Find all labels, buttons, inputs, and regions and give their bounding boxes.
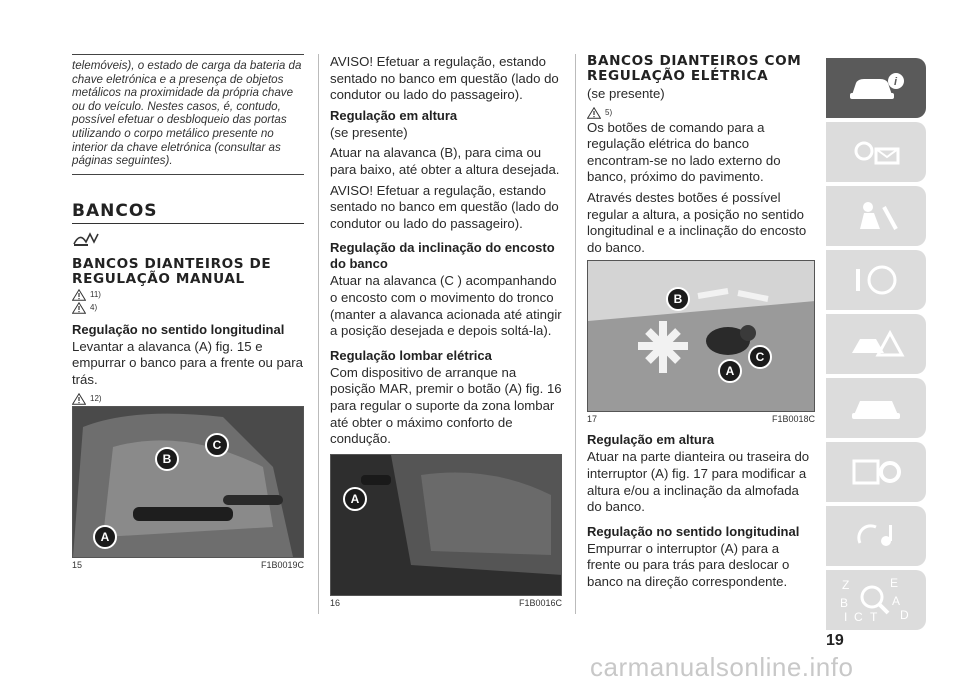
seat-belt-icon	[72, 230, 304, 253]
figure-16	[330, 454, 562, 596]
tab-technical-data[interactable]	[826, 442, 926, 502]
airbag-icon	[846, 199, 906, 233]
tab-emergency[interactable]	[826, 314, 926, 374]
note-text: (se presente)	[587, 86, 665, 101]
tab-safety[interactable]	[826, 186, 926, 246]
tab-warning-lights[interactable]	[826, 122, 926, 182]
warning-triangle-icon	[72, 289, 86, 301]
switch-photo	[588, 261, 815, 411]
marker-b: B	[155, 447, 179, 471]
column-divider	[318, 54, 319, 614]
warning-lights-icon	[846, 135, 906, 169]
watermark: carmanualsonline.info	[590, 652, 854, 682]
steering-wheel-icon	[846, 263, 906, 297]
column-3	[587, 54, 815, 595]
body-text: AVISO! Efetuar a regulação, estando sentado no banco em questão (lado do condutor ou lado do passageiro).	[330, 54, 559, 103]
figure-caption	[587, 414, 815, 424]
seat-photo	[331, 455, 562, 595]
warning-ref-1	[72, 289, 304, 301]
body-text: Atuar na parte dianteira ou traseira do interruptor (A) fig. 17 para modificar a altura e/ou a inclinação da almofada do banco.	[587, 449, 810, 515]
warning-ref-1	[587, 107, 815, 119]
figure-number: 17	[587, 414, 598, 425]
marker-c: C	[205, 433, 229, 457]
warning-ref-label: 12)	[90, 393, 102, 403]
marker-b: B	[666, 287, 690, 311]
body-text: Os botões de comando para a regulação elétrica do banco encontram-se no lado externo do banco, próximo do pavimento.	[587, 119, 781, 185]
warning-ref-3	[72, 393, 304, 405]
subheading-longitudinal: Regulação no sentido longitudinal	[587, 523, 800, 539]
tab-maintenance[interactable]	[826, 378, 926, 438]
figure-15	[72, 406, 304, 558]
subheading-height: Regulação em altura	[587, 432, 715, 448]
chapter-tabs	[826, 58, 926, 634]
figure-code: F1B0018C	[771, 414, 815, 425]
index-letter: D	[900, 608, 909, 622]
index-letter: B	[840, 596, 849, 610]
subheading-backrest: Regulação da inclinação do encosto do banco	[330, 240, 555, 272]
media-icon	[846, 519, 906, 553]
tab-index[interactable]	[826, 570, 926, 630]
warning-triangle-icon	[72, 393, 86, 405]
index-letter: C	[854, 610, 863, 624]
warning-triangle-icon	[587, 107, 601, 119]
figure-number: 16	[330, 597, 341, 608]
tab-car-info[interactable]	[826, 58, 926, 118]
warning-ref-label: 4)	[90, 302, 98, 312]
figure-caption	[72, 560, 304, 570]
index-icon	[836, 575, 916, 625]
body-text: Através destes botões é possível regular a altura, a posição no sentido longitudinal e a inclinação do encosto do banco.	[587, 189, 807, 255]
car-icon	[846, 391, 906, 425]
heading-manual-seats: BANCOS DIANTEIROS DE REGULAÇÃO MANUAL	[72, 255, 272, 287]
marker-a: A	[93, 525, 117, 549]
figure-code: F1B0019C	[260, 559, 304, 570]
figure-code: F1B0016C	[518, 597, 562, 608]
warning-ref-label: 11)	[90, 289, 101, 299]
marker-c: C	[748, 345, 772, 369]
column-2	[330, 54, 562, 608]
subheading-lumbar: Regulação lombar elétrica	[330, 347, 492, 363]
body-text: Com dispositivo de arranque na posição MAR, premir o botão (A) fig. 16 para regular o suporte da zona lombar até obter o máximo conforto de condução.	[330, 364, 562, 447]
warning-ref-label: 5)	[605, 107, 613, 117]
body-text: Atuar na alavanca (B), para cima ou para baixo, até obter a altura desejada.	[330, 145, 560, 177]
tab-driving[interactable]	[826, 250, 926, 310]
heading-electric-seats: BANCOS DIANTEIROS COM REGULAÇÃO ELÉTRICA	[587, 53, 802, 84]
tab-multimedia[interactable]	[826, 506, 926, 566]
marker-a: A	[718, 359, 742, 383]
note-text: (se presente)	[330, 124, 408, 140]
body-text: Empurrar o interruptor (A) para a frente ou para trás para deslocar o banco na direção correspondente.	[587, 540, 790, 589]
warning-ref-2	[72, 302, 304, 314]
road-hazard-icon	[846, 327, 906, 361]
svg-text:i: i	[894, 76, 898, 88]
column-divider	[575, 54, 576, 614]
marker-a: A	[343, 487, 367, 511]
index-letter: A	[892, 594, 901, 608]
section-title: BANCOS	[72, 201, 304, 224]
index-letter: T	[870, 610, 878, 624]
figure-number: 15	[72, 559, 83, 570]
index-letter: I	[844, 610, 848, 624]
settings-gears-icon	[846, 455, 906, 489]
figure-17	[587, 260, 815, 412]
subheading-longitudinal: Regulação no sentido longitudinal	[72, 321, 285, 337]
note-box: telemóveis), o estado de carga da bateria da chave eletrónica e a presença de objetos metálicos na proximidade da própria chave ou do veículo. Nestes casos, é, contudo, possível efetuar o desbloqueio das portas utilizando o corpo metálico presente no interior da chave eletrónica (consultar as páginas seguintes).	[72, 54, 304, 175]
body-text: Atuar na alavanca (C ) acompanhando o encosto com o movimento do tronco (manter a alavanca acionada até atingir a posição desejada e depois soltá-la).	[330, 273, 562, 339]
index-letter: Z	[842, 578, 850, 592]
column-1	[72, 54, 304, 570]
body-text: Levantar a alavanca (A) fig. 15 e empurrar o banco para a frente ou para trás.	[72, 338, 303, 387]
figure-caption	[330, 598, 562, 608]
page-number: 19	[826, 632, 844, 649]
body-text: AVISO! Efetuar a regulação, estando sentado no banco em questão (lado do condutor ou lado do passageiro).	[330, 182, 559, 231]
subheading-height: Regulação em altura	[330, 107, 458, 123]
car-info-icon	[846, 71, 906, 105]
index-letter: E	[890, 576, 899, 590]
warning-triangle-icon	[72, 302, 86, 314]
